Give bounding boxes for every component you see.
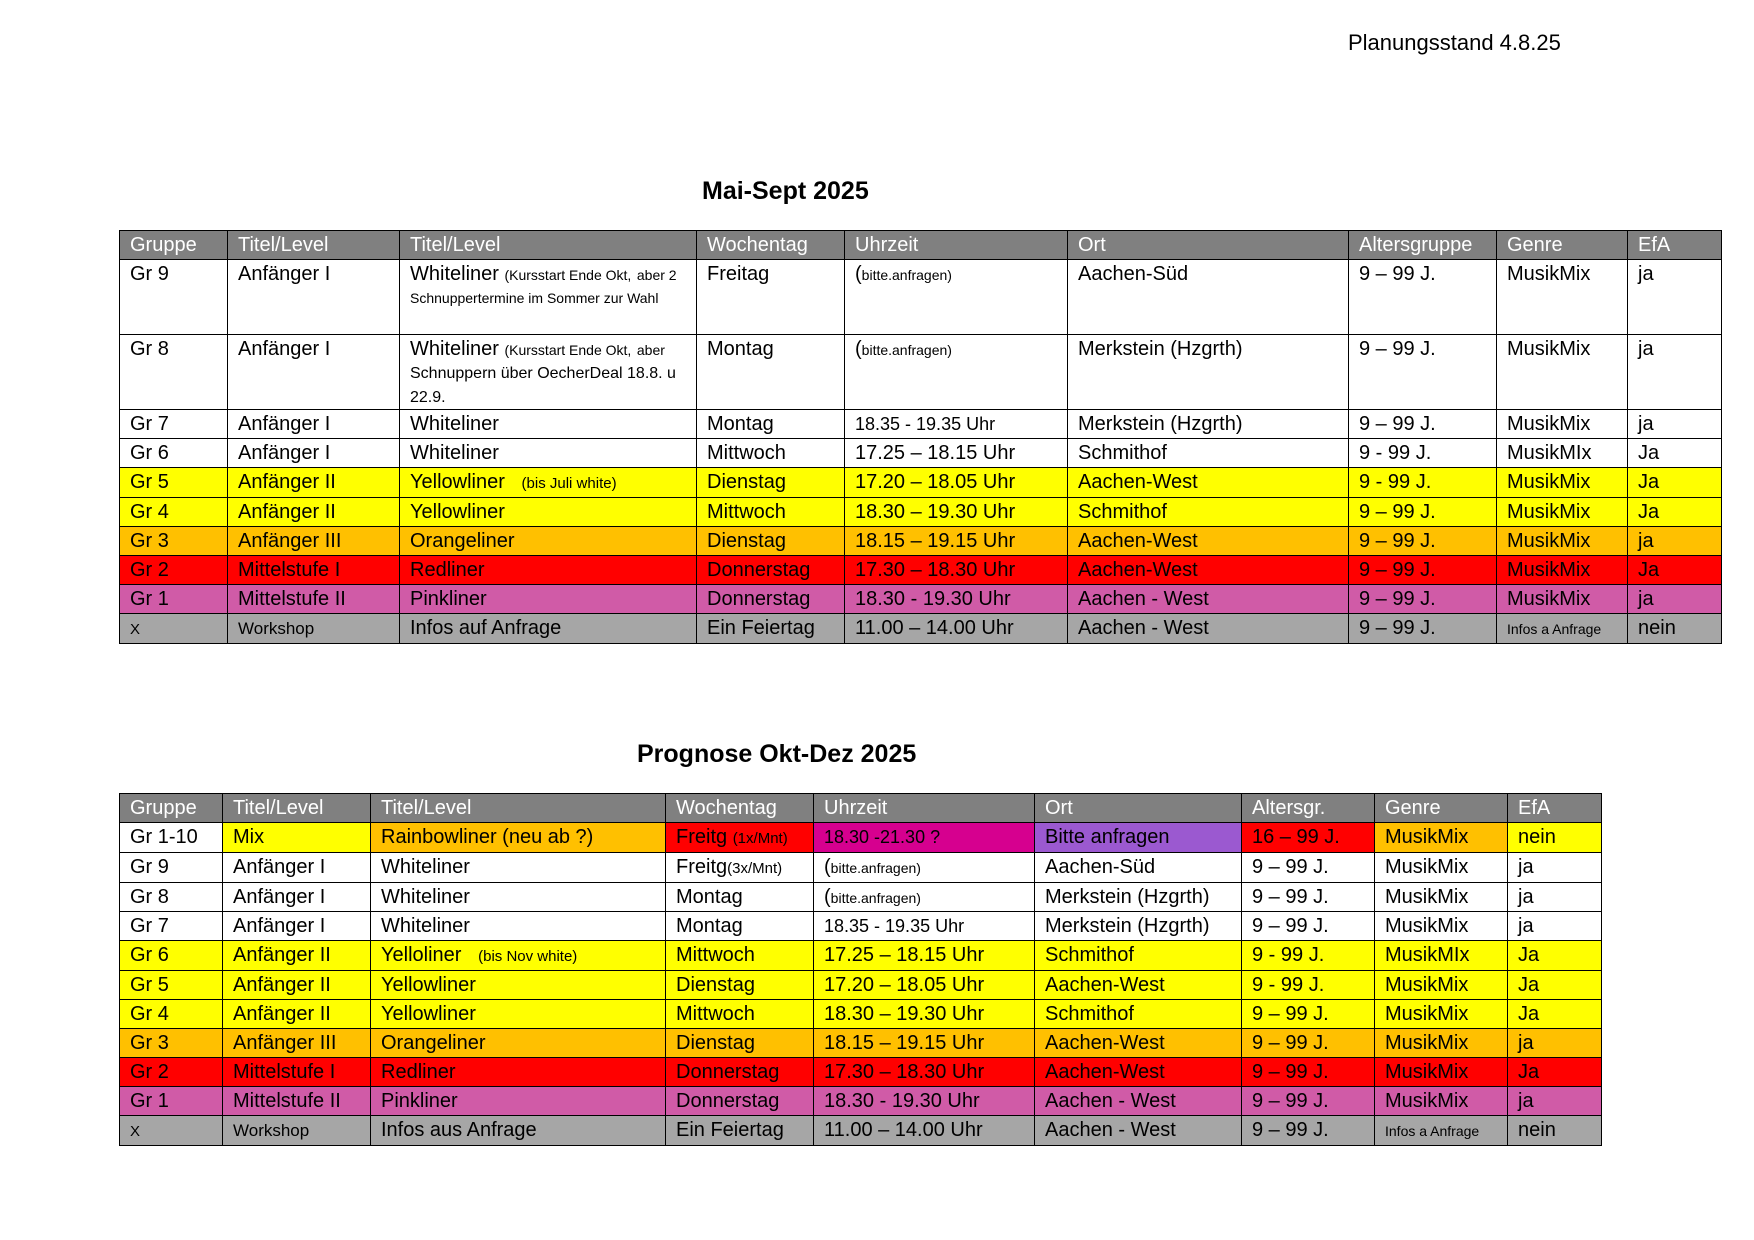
cell-wochentag: Montag [697, 335, 845, 410]
cell-alter: 16 – 99 J. [1242, 823, 1375, 853]
genre-text: Infos a Anfrage [1385, 1123, 1480, 1139]
cell-gruppe: Gr 8 [120, 883, 223, 912]
cell-efa: ja [1628, 585, 1722, 614]
cell-wochentag: Mittwoch [666, 941, 814, 971]
uhrzeit-text: bitte.anfragen) [830, 860, 921, 876]
cell-efa: Ja [1628, 498, 1722, 527]
cell-efa: Ja [1508, 1000, 1602, 1029]
cell-efa: ja [1628, 335, 1722, 410]
cell-efa: ja [1508, 1087, 1602, 1116]
table-row [120, 853, 1602, 883]
cell-uhrzeit: 17.20 – 18.05 Uhr [814, 971, 1035, 1000]
table-row [120, 883, 1602, 912]
wochentag-note: (3x/Mnt) [727, 860, 783, 877]
uhrzeit-text: 18.35 - 19.35 Uhr [855, 414, 996, 434]
uhrzeit-text: 18.35 - 19.35 Uhr [824, 916, 965, 936]
cell-genre: MusikMIx [1375, 941, 1508, 971]
uhrzeit-paren: ( [824, 856, 831, 878]
uhrzeit-text: bitte.anfragen) [830, 890, 921, 906]
header-cell: Altersgruppe [1349, 231, 1497, 260]
cell-level: Anfänger II [228, 498, 400, 527]
cell-alter: 9 – 99 J. [1349, 335, 1497, 410]
cell-titel: Whiteliner [371, 912, 666, 941]
cell-gruppe: Gr 4 [120, 1000, 223, 1029]
header-cell: Genre [1375, 794, 1508, 823]
cell-titel: Yellowliner [371, 971, 666, 1000]
uhrzeit-paren: ( [855, 263, 862, 285]
cell-genre: MusikMix [1497, 260, 1628, 335]
cell-wochentag: Ein Feiertag [666, 1116, 814, 1146]
cell-gruppe: Gr 2 [120, 556, 228, 585]
header-cell: Titel/Level [400, 231, 697, 260]
table-row [120, 971, 1602, 1000]
header-cell: Titel/Level [228, 231, 400, 260]
header-cell: Wochentag [666, 794, 814, 823]
table-row [120, 439, 1722, 468]
cell-uhrzeit: 18.30 – 19.30 Uhr [814, 1000, 1035, 1029]
table-row [120, 614, 1722, 644]
cell-alter: 9 - 99 J. [1242, 941, 1375, 971]
cell-alter: 9 – 99 J. [1242, 1000, 1375, 1029]
cell-titel: Orangeliner [371, 1029, 666, 1058]
cell-gruppe: Gr 5 [120, 971, 223, 1000]
cell-wochentag: Ein Feiertag [697, 614, 845, 644]
cell-alter: 9 - 99 J. [1242, 971, 1375, 1000]
cell-wochentag: Montag [666, 883, 814, 912]
titel-text: Whiteliner [410, 263, 499, 285]
cell-genre: MusikMix [1375, 1000, 1508, 1029]
cell-ort: Aachen-West [1068, 527, 1349, 556]
cell-gruppe: Gr 5 [120, 468, 228, 498]
cell-gruppe: Gr 4 [120, 498, 228, 527]
cell-alter: 9 - 99 J. [1349, 468, 1497, 498]
table-row [120, 527, 1722, 556]
uhrzeit-text: bitte.anfragen) [861, 267, 952, 283]
cell-level: Mittelstufe I [223, 1058, 371, 1087]
header-cell: Gruppe [120, 794, 223, 823]
cell-alter: 9 - 99 J. [1349, 439, 1497, 468]
cell-efa: ja [1628, 260, 1722, 335]
cell-ort: Aachen-West [1068, 556, 1349, 585]
wochentag-note: (1x/Mnt) [732, 830, 788, 847]
cell-uhrzeit [845, 260, 1068, 335]
cell-uhrzeit [814, 853, 1035, 883]
cell-level: Mix [223, 823, 371, 853]
cell-ort: Aachen - West [1068, 614, 1349, 644]
cell-ort: Aachen - West [1035, 1116, 1242, 1146]
cell-wochentag: Donnerstag [697, 556, 845, 585]
cell-ort: Merkstein (Hzgrth) [1035, 912, 1242, 941]
cell-alter: 9 – 99 J. [1242, 912, 1375, 941]
cell-gruppe [120, 1116, 223, 1146]
cell-ort: Schmithof [1068, 498, 1349, 527]
cell-genre: MusikMix [1375, 823, 1508, 853]
cell-titel: Pinkliner [400, 585, 697, 614]
titel-note: (bis Juli white) [521, 475, 617, 492]
cell-alter: 9 – 99 J. [1242, 853, 1375, 883]
header-cell: EfA [1508, 794, 1602, 823]
table-row [120, 585, 1722, 614]
header-cell: Titel/Level [371, 794, 666, 823]
cell-titel [371, 941, 666, 971]
section1-title: Mai-Sept 2025 [702, 177, 869, 205]
cell-titel: Redliner [371, 1058, 666, 1087]
cell-efa: ja [1508, 853, 1602, 883]
cell-alter: 9 – 99 J. [1349, 498, 1497, 527]
cell-wochentag: Mittwoch [666, 1000, 814, 1029]
titel-text: Yelloliner [381, 944, 462, 966]
cell-ort: Merkstein (Hzgrth) [1068, 335, 1349, 410]
cell-alter: 9 – 99 J. [1349, 260, 1497, 335]
cell-uhrzeit: 17.30 – 18.30 Uhr [845, 556, 1068, 585]
cell-uhrzeit: 18.15 – 19.15 Uhr [814, 1029, 1035, 1058]
cell-alter: 9 – 99 J. [1242, 883, 1375, 912]
cell-titel: Whiteliner [400, 439, 697, 468]
cell-gruppe: Gr 8 [120, 335, 228, 410]
cell-genre: MusikMix [1497, 527, 1628, 556]
level-text: Workshop [233, 1121, 310, 1140]
titel-note2b: Schnuppern über OecherDeal 18.8. u 22.9. [410, 365, 676, 406]
cell-level: Anfänger I [223, 912, 371, 941]
cell-ort: Schmithof [1035, 941, 1242, 971]
wochentag-text: Freitg [676, 856, 728, 878]
cell-alter: 9 – 99 J. [1349, 614, 1497, 644]
cell-uhrzeit: 17.25 – 18.15 Uhr [814, 941, 1035, 971]
cell-wochentag: Montag [666, 912, 814, 941]
table-row [120, 335, 1722, 410]
table-header-row [120, 231, 1722, 260]
cell-uhrzeit [845, 335, 1068, 410]
cell-genre: MusikMIx [1497, 439, 1628, 468]
uhrzeit-text: 18.30 -21.30 ? [824, 827, 941, 847]
gruppe-text: X [130, 1123, 141, 1140]
header-cell: Ort [1068, 231, 1349, 260]
cell-genre: MusikMix [1375, 971, 1508, 1000]
cell-gruppe: Gr 7 [120, 912, 223, 941]
uhrzeit-paren: ( [855, 338, 862, 360]
cell-genre: MusikMix [1497, 498, 1628, 527]
titel-note: (Kursstart Ende Okt, [504, 267, 632, 283]
cell-level: Anfänger II [223, 941, 371, 971]
cell-wochentag: Dienstag [697, 468, 845, 498]
cell-genre: MusikMix [1375, 1087, 1508, 1116]
gruppe-text: X [130, 621, 141, 638]
titel-note: (Kursstart Ende Okt, [504, 342, 632, 358]
cell-level: Mittelstufe II [223, 1087, 371, 1116]
cell-gruppe: Gr 9 [120, 260, 228, 335]
table-row [120, 1029, 1602, 1058]
cell-genre: MusikMix [1497, 468, 1628, 498]
cell-genre: MusikMix [1497, 335, 1628, 410]
table-row [120, 1000, 1602, 1029]
cell-ort: Aachen - West [1068, 585, 1349, 614]
cell-uhrzeit [845, 410, 1068, 439]
cell-efa: ja [1628, 527, 1722, 556]
cell-genre: MusikMix [1375, 912, 1508, 941]
cell-ort: Aachen-West [1035, 971, 1242, 1000]
uhrzeit-paren: ( [824, 886, 831, 908]
cell-uhrzeit: 11.00 – 14.00 Uhr [814, 1116, 1035, 1146]
cell-titel: Redliner [400, 556, 697, 585]
cell-level: Anfänger II [223, 1000, 371, 1029]
cell-gruppe: Gr 7 [120, 410, 228, 439]
titel-note2a: aber [636, 342, 665, 358]
table-row [120, 1058, 1602, 1087]
cell-alter: 9 – 99 J. [1349, 556, 1497, 585]
cell-titel: Infos auf Anfrage [400, 614, 697, 644]
cell-ort: Merkstein (Hzgrth) [1035, 883, 1242, 912]
cell-alter: 9 – 99 J. [1242, 1058, 1375, 1087]
cell-uhrzeit: 18.30 - 19.30 Uhr [845, 585, 1068, 614]
cell-gruppe: Gr 1 [120, 585, 228, 614]
cell-genre: MusikMix [1497, 556, 1628, 585]
cell-ort: Aachen-West [1068, 468, 1349, 498]
cell-efa: nein [1628, 614, 1722, 644]
cell-genre: MusikMix [1375, 883, 1508, 912]
cell-uhrzeit: 11.00 – 14.00 Uhr [845, 614, 1068, 644]
cell-ort: Merkstein (Hzgrth) [1068, 410, 1349, 439]
cell-gruppe: Gr 6 [120, 439, 228, 468]
schedule-table-mai-sept [119, 230, 1722, 644]
cell-level: Anfänger I [228, 260, 400, 335]
cell-ort: Aachen-West [1035, 1029, 1242, 1058]
cell-ort: Bitte anfragen [1035, 823, 1242, 853]
cell-level [228, 614, 400, 644]
cell-titel: Infos aus Anfrage [371, 1116, 666, 1146]
uhrzeit-text: bitte.anfragen) [861, 342, 952, 358]
cell-genre: MusikMix [1497, 585, 1628, 614]
cell-gruppe: Gr 9 [120, 853, 223, 883]
cell-alter: 9 – 99 J. [1349, 410, 1497, 439]
cell-level: Anfänger I [228, 439, 400, 468]
cell-titel: Yellowliner [400, 498, 697, 527]
cell-level: Anfänger I [223, 883, 371, 912]
cell-titel: Rainbowliner (neu ab ?) [371, 823, 666, 853]
titel-note2: aber 2 Schnuppertermine im Sommer zur Wahl [410, 267, 677, 306]
cell-gruppe [120, 614, 228, 644]
cell-level: Anfänger I [228, 410, 400, 439]
cell-wochentag: Dienstag [666, 971, 814, 1000]
cell-titel: Pinkliner [371, 1087, 666, 1116]
cell-alter: 9 – 99 J. [1349, 585, 1497, 614]
titel-text: Whiteliner [410, 338, 499, 360]
cell-genre: MusikMix [1375, 853, 1508, 883]
cell-genre: MusikMix [1375, 1058, 1508, 1087]
cell-ort: Aachen-Süd [1068, 260, 1349, 335]
cell-wochentag: Montag [697, 410, 845, 439]
schedule-table-okt-dez [119, 793, 1602, 1146]
cell-efa: Ja [1628, 468, 1722, 498]
table-row [120, 410, 1722, 439]
cell-level: Mittelstufe I [228, 556, 400, 585]
header-cell: Titel/Level [223, 794, 371, 823]
cell-genre [1375, 1116, 1508, 1146]
header-cell: EfA [1628, 231, 1722, 260]
cell-efa: nein [1508, 1116, 1602, 1146]
cell-wochentag: Mittwoch [697, 439, 845, 468]
cell-wochentag [666, 823, 814, 853]
table-row [120, 912, 1602, 941]
header-cell: Uhrzeit [845, 231, 1068, 260]
cell-wochentag: Dienstag [666, 1029, 814, 1058]
cell-gruppe: Gr 3 [120, 1029, 223, 1058]
cell-uhrzeit: 18.30 - 19.30 Uhr [814, 1087, 1035, 1116]
cell-wochentag: Donnerstag [666, 1058, 814, 1087]
cell-ort: Aachen-West [1035, 1058, 1242, 1087]
table-row [120, 498, 1722, 527]
table-row [120, 941, 1602, 971]
titel-note: (bis Nov white) [478, 948, 578, 965]
cell-level: Anfänger III [223, 1029, 371, 1058]
cell-uhrzeit: 18.15 – 19.15 Uhr [845, 527, 1068, 556]
cell-titel [400, 260, 697, 335]
table-row [120, 260, 1722, 335]
cell-gruppe: Gr 3 [120, 527, 228, 556]
cell-genre: MusikMix [1375, 1029, 1508, 1058]
cell-efa: Ja [1508, 941, 1602, 971]
cell-wochentag: Donnerstag [697, 585, 845, 614]
cell-level: Mittelstufe II [228, 585, 400, 614]
table-row [120, 1116, 1602, 1146]
titel-text: Yellowliner [410, 471, 505, 493]
cell-efa: ja [1508, 912, 1602, 941]
header-cell: Gruppe [120, 231, 228, 260]
cell-uhrzeit [814, 883, 1035, 912]
cell-level: Anfänger II [223, 971, 371, 1000]
cell-gruppe: Gr 1-10 [120, 823, 223, 853]
cell-ort: Aachen-Süd [1035, 853, 1242, 883]
cell-titel: Yellowliner [371, 1000, 666, 1029]
table-row [120, 823, 1602, 853]
cell-efa: ja [1508, 883, 1602, 912]
cell-uhrzeit: 17.20 – 18.05 Uhr [845, 468, 1068, 498]
cell-uhrzeit [814, 912, 1035, 941]
cell-gruppe: Gr 6 [120, 941, 223, 971]
cell-level: Anfänger I [223, 853, 371, 883]
cell-wochentag [666, 853, 814, 883]
cell-efa: Ja [1508, 971, 1602, 1000]
cell-uhrzeit [814, 823, 1035, 853]
cell-titel: Orangeliner [400, 527, 697, 556]
cell-wochentag: Freitag [697, 260, 845, 335]
cell-titel: Whiteliner [400, 410, 697, 439]
header-cell: Genre [1497, 231, 1628, 260]
cell-ort: Schmithof [1068, 439, 1349, 468]
table-row [120, 468, 1722, 498]
cell-efa: nein [1508, 823, 1602, 853]
genre-text: Infos a Anfrage [1507, 621, 1602, 637]
cell-level [223, 1116, 371, 1146]
section2-title: Prognose Okt-Dez 2025 [637, 740, 917, 768]
table-row [120, 1087, 1602, 1116]
cell-titel [400, 335, 697, 410]
cell-alter: 9 – 99 J. [1242, 1116, 1375, 1146]
cell-efa: ja [1628, 410, 1722, 439]
cell-efa: Ja [1628, 556, 1722, 585]
cell-ort: Schmithof [1035, 1000, 1242, 1029]
cell-uhrzeit: 17.25 – 18.15 Uhr [845, 439, 1068, 468]
wochentag-text: Freitg [676, 826, 728, 848]
cell-alter: 9 – 99 J. [1349, 527, 1497, 556]
cell-ort: Aachen - West [1035, 1087, 1242, 1116]
header-cell: Wochentag [697, 231, 845, 260]
cell-uhrzeit: 17.30 – 18.30 Uhr [814, 1058, 1035, 1087]
table-header-row [120, 794, 1602, 823]
cell-genre [1497, 614, 1628, 644]
cell-efa: Ja [1628, 439, 1722, 468]
cell-wochentag: Dienstag [697, 527, 845, 556]
planungsstand: Planungsstand 4.8.25 [1348, 30, 1561, 55]
cell-alter: 9 – 99 J. [1242, 1087, 1375, 1116]
cell-level: Anfänger I [228, 335, 400, 410]
cell-wochentag: Donnerstag [666, 1087, 814, 1116]
cell-wochentag: Mittwoch [697, 498, 845, 527]
cell-efa: ja [1508, 1029, 1602, 1058]
cell-alter: 9 – 99 J. [1242, 1029, 1375, 1058]
cell-genre: MusikMix [1497, 410, 1628, 439]
header-cell: Uhrzeit [814, 794, 1035, 823]
cell-gruppe: Gr 1 [120, 1087, 223, 1116]
table-row [120, 556, 1722, 585]
level-text: Workshop [238, 619, 315, 638]
cell-titel: Whiteliner [371, 853, 666, 883]
cell-gruppe: Gr 2 [120, 1058, 223, 1087]
cell-level: Anfänger III [228, 527, 400, 556]
header-cell: Ort [1035, 794, 1242, 823]
cell-level: Anfänger II [228, 468, 400, 498]
header-cell: Altersgr. [1242, 794, 1375, 823]
cell-efa: Ja [1508, 1058, 1602, 1087]
cell-titel: Whiteliner [371, 883, 666, 912]
cell-titel [400, 468, 697, 498]
cell-uhrzeit: 18.30 – 19.30 Uhr [845, 498, 1068, 527]
